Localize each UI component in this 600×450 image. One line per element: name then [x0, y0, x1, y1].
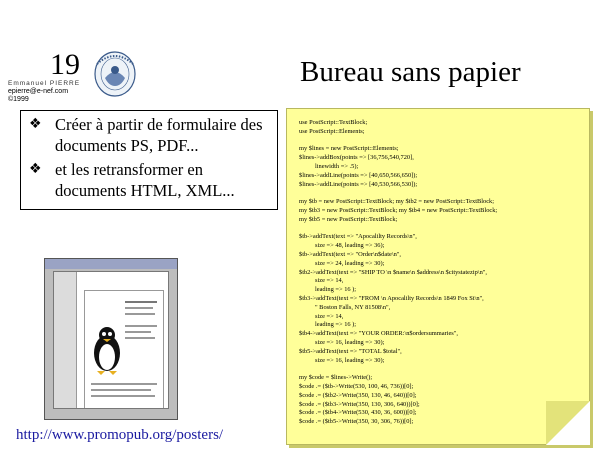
code-line: size => 14,	[299, 277, 344, 285]
code-line: $tb5->addText(text => "TOTAL $total",	[299, 347, 402, 355]
code-line: my $tb = new PostScript::TextBlock; my $tb2 = new PostScript::TextBlock;	[299, 198, 495, 206]
code-line: $tb2->addText(text => "SHIP TO \n $name\n $address\n $citystatezip\n",	[299, 268, 487, 276]
code-line: $lines->addBox(points => [36,756,540,720],	[299, 154, 414, 162]
code-line: $tb->addText(text => "Apocalilty Records\n",	[299, 233, 417, 241]
code-line: size => 16, leading => 30);	[299, 338, 385, 346]
perl-code-block	[299, 119, 581, 427]
code-line: $lines->addLine(points => [40,530,566,530]);	[299, 180, 418, 188]
code-line: $tb->addText(text => "Order\n$date\n",	[299, 250, 402, 258]
penguin-icon	[85, 291, 163, 409]
code-line	[299, 137, 581, 146]
page-fold-corner	[546, 401, 590, 445]
code-line: $lines->addLine(points => [40,650,566,650]);	[299, 171, 418, 179]
browser-content	[53, 271, 169, 409]
code-line: $code .= ($tb->Write(530, 100, 46, 736))[0];	[299, 382, 414, 390]
bullet-text: et les retransformer en documents HTML, XML...	[55, 160, 235, 200]
code-line: my $tb3 = new PostScript::TextBlock; my $tb4 = new PostScript::TextBlock;	[299, 206, 498, 214]
code-line: $code .= ($tb4->Write(530, 430, 36, 600))[0];	[299, 409, 417, 417]
code-line: linewidth => .5);	[299, 162, 359, 170]
code-line: my $code = $lines->Write();	[299, 374, 373, 382]
document-preview	[84, 290, 164, 409]
code-line: my $lines = new PostScript::Elements;	[299, 145, 399, 153]
code-line: size => 24, leading => 30);	[299, 259, 385, 267]
bullet-text: Créer à partir de formulaire des documents PS, PDF...	[55, 115, 263, 155]
code-line: $code .= ($tb5->Write(350, 30, 306, 76))[0];	[299, 418, 414, 426]
browser-sidebar	[54, 272, 77, 408]
slide-number: 19	[50, 48, 80, 81]
copyright: ©1999	[8, 96, 29, 103]
code-line	[299, 365, 581, 374]
code-line: use PostScript::Elements;	[299, 127, 365, 135]
window-titlebar	[45, 259, 177, 269]
code-line: $tb4->addText(text => "YOUR ORDER:\n$ordersummaries",	[299, 330, 458, 338]
author-name: Emmanuel PIERRE	[8, 80, 81, 87]
seal-logo-icon	[93, 50, 137, 98]
bullet-item	[29, 114, 277, 156]
code-line: $tb3->addText(text => "FROM \n Apocalilty Records\n 1849 Fox St\n",	[299, 294, 484, 302]
code-line: leading => 16 );	[299, 321, 357, 329]
bullet-list-box	[20, 110, 278, 210]
code-line	[299, 225, 581, 234]
code-line: my $tb5 = new PostScript::TextBlock;	[299, 215, 398, 223]
code-line: use PostScript::TextBlock;	[299, 119, 368, 126]
author-block	[8, 80, 80, 103]
code-line	[299, 189, 581, 198]
code-line: size => 48, leading => 36);	[299, 242, 385, 250]
browser-screenshot-image	[44, 258, 178, 420]
code-line: $code .= ($tb2->Write(350, 130, 46, 640))[0];	[299, 391, 417, 399]
diamond-bullet-icon: ❖	[29, 161, 42, 177]
code-line: $code .= ($tb3->Write(350, 130, 306, 640))[0];	[299, 400, 420, 408]
poster-url-link[interactable]: http://www.promopub.org/posters/	[16, 427, 224, 443]
diamond-bullet-icon: ❖	[29, 116, 42, 132]
code-line: leading => 16 );	[299, 286, 357, 294]
bullet-item	[29, 159, 277, 201]
code-line: size => 16, leading => 30);	[299, 356, 385, 364]
code-sticky-note	[286, 108, 590, 445]
page-title: Bureau sans papier	[300, 56, 521, 88]
code-line: size => 14,	[299, 312, 344, 320]
code-line: " Boston Falls, NY 81508\n",	[299, 303, 391, 311]
author-email: epierre@e-nef.com	[8, 88, 69, 95]
